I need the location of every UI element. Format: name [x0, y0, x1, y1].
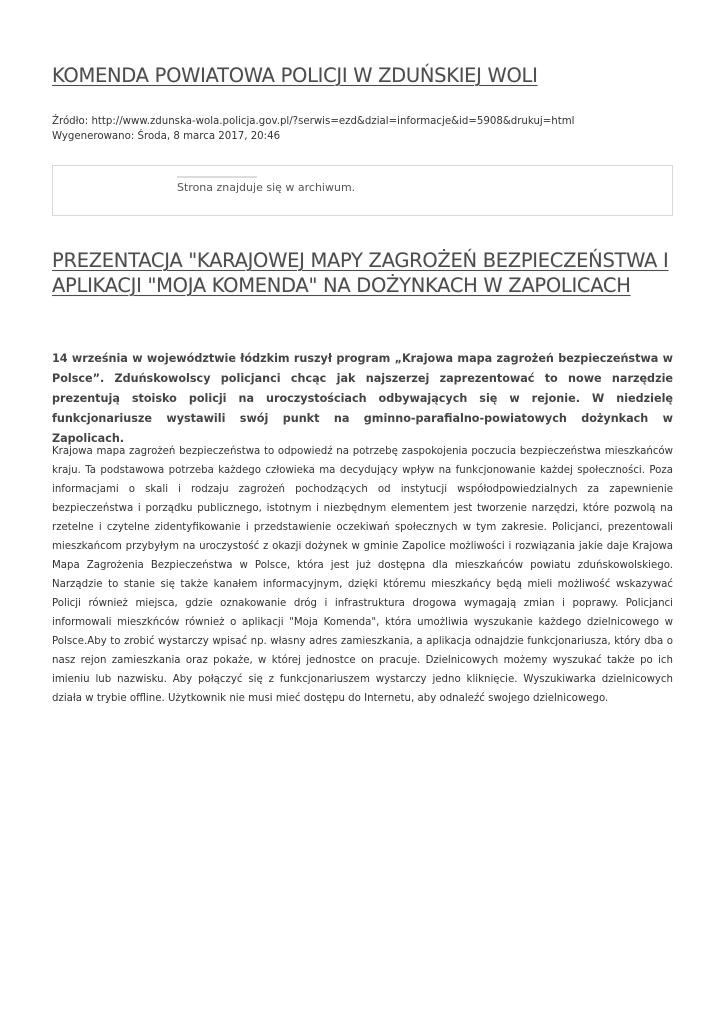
article-lead: 14 września w województwie łódzkim ruszył program „Krajowa mapa zagrożeń bezpieczeństwa w Polsce”. Zduńskowolscy policjanci chcąc jak najszerzej zaprezentować to nowe narzędzie prezentują stoisko policji na uroczystościach odbywających się w rejonie. W niedzielę funkcjonariusze wystawili swój punkt na gminno-parafialno-powiatowych dożynkach w Zapolicach. — [52, 352, 673, 445]
page-meta — [52, 114, 575, 144]
article-title: PREZENTACJA "KARAJOWEJ MAPY ZAGROŻEŃ BEZPIECZEŃSTWA I APLIKACJI "MOJA KOMENDA" NA DOŻYNKACH W ZAPOLICACH — [52, 249, 669, 297]
archive-notice-box — [52, 165, 673, 216]
archive-divider — [177, 176, 257, 178]
source-url-line: Źródło: http://www.zdunska-wola.policja.gov.pl/?serwis=ezd&dzial=informacje&id=5908&drukuj=html — [52, 116, 575, 127]
site-title: KOMENDA POWIATOWA POLICJI W ZDUŃSKIEJ WOLI — [52, 64, 538, 87]
archive-notice-text: Strona znajduje się w archiwum. — [177, 181, 356, 194]
generated-date-line: Wygenerowano: Środa, 8 marca 2017, 20:46 — [52, 131, 281, 142]
article-body: Krajowa mapa zagrożeń bezpieczeństwa to odpowiedź na potrzebę zaspokojenia poczucia bezpieczeństwa mieszkańców kraju. Ta podstawowa potrzeba każdego człowieka ma decydujący wpływ na funkcjonowanie każdej społeczności. Poza informacjami o skali i rodzaju zagrożeń pochodzących od instytucji współodpowiedzialnych za zapewnienie bezpieczeństwa i porządku publicznego, istotnym i niezbędnym elementem jest tworzenie narzędzi, które pozwolą na rzetelne i czytelne zidentyfikowanie i przedstawienie oczekiwań społecznych w tym zakresie. Policjanci, prezentowali mieszkańcom przybyłym na uroczystość z okazji dożynek w gminie Zapolice możliwości i rozwiązania jakie daje Krajowa Mapa Zagrożenia Bezpieczeństwa w Polsce, która jest już dostępna dla mieszkańców powiatu zduńskowolskiego. Narządzie to stanie się także kanałem informacyjnym, dzięki któremu mieszkańcy będą mieli możliwość wskazywać Policji również miejsca, gdzie oznakowanie dróg i infrastruktura drogowa wymagają zmian i poprawy. Policjanci informowali mieszkńców również o aplikacji "Moja Komenda", która umożliwia wyszukanie każdego dzielnicowego w Polsce.Aby to zrobić wystarczy wpisać np. własny adres zamieszkania, a aplikacja odnajdzie funkcjonariusza, który dba o nasz rejon zamieszkania oraz pokaże, w której jednostce on pracuje. Dzielnicowych możemy wyszukać także po ich imieniu lub nazwisku. Aby połączyć się z funkcjonariuszem wystarczy jedno kliknięcie. Wyszukiwarka dzielnicowych działa w trybie offline. Użytkownik nie musi mieć dostępu do Internetu, aby odnaleźć swojego dzielnicowego. — [52, 446, 673, 704]
